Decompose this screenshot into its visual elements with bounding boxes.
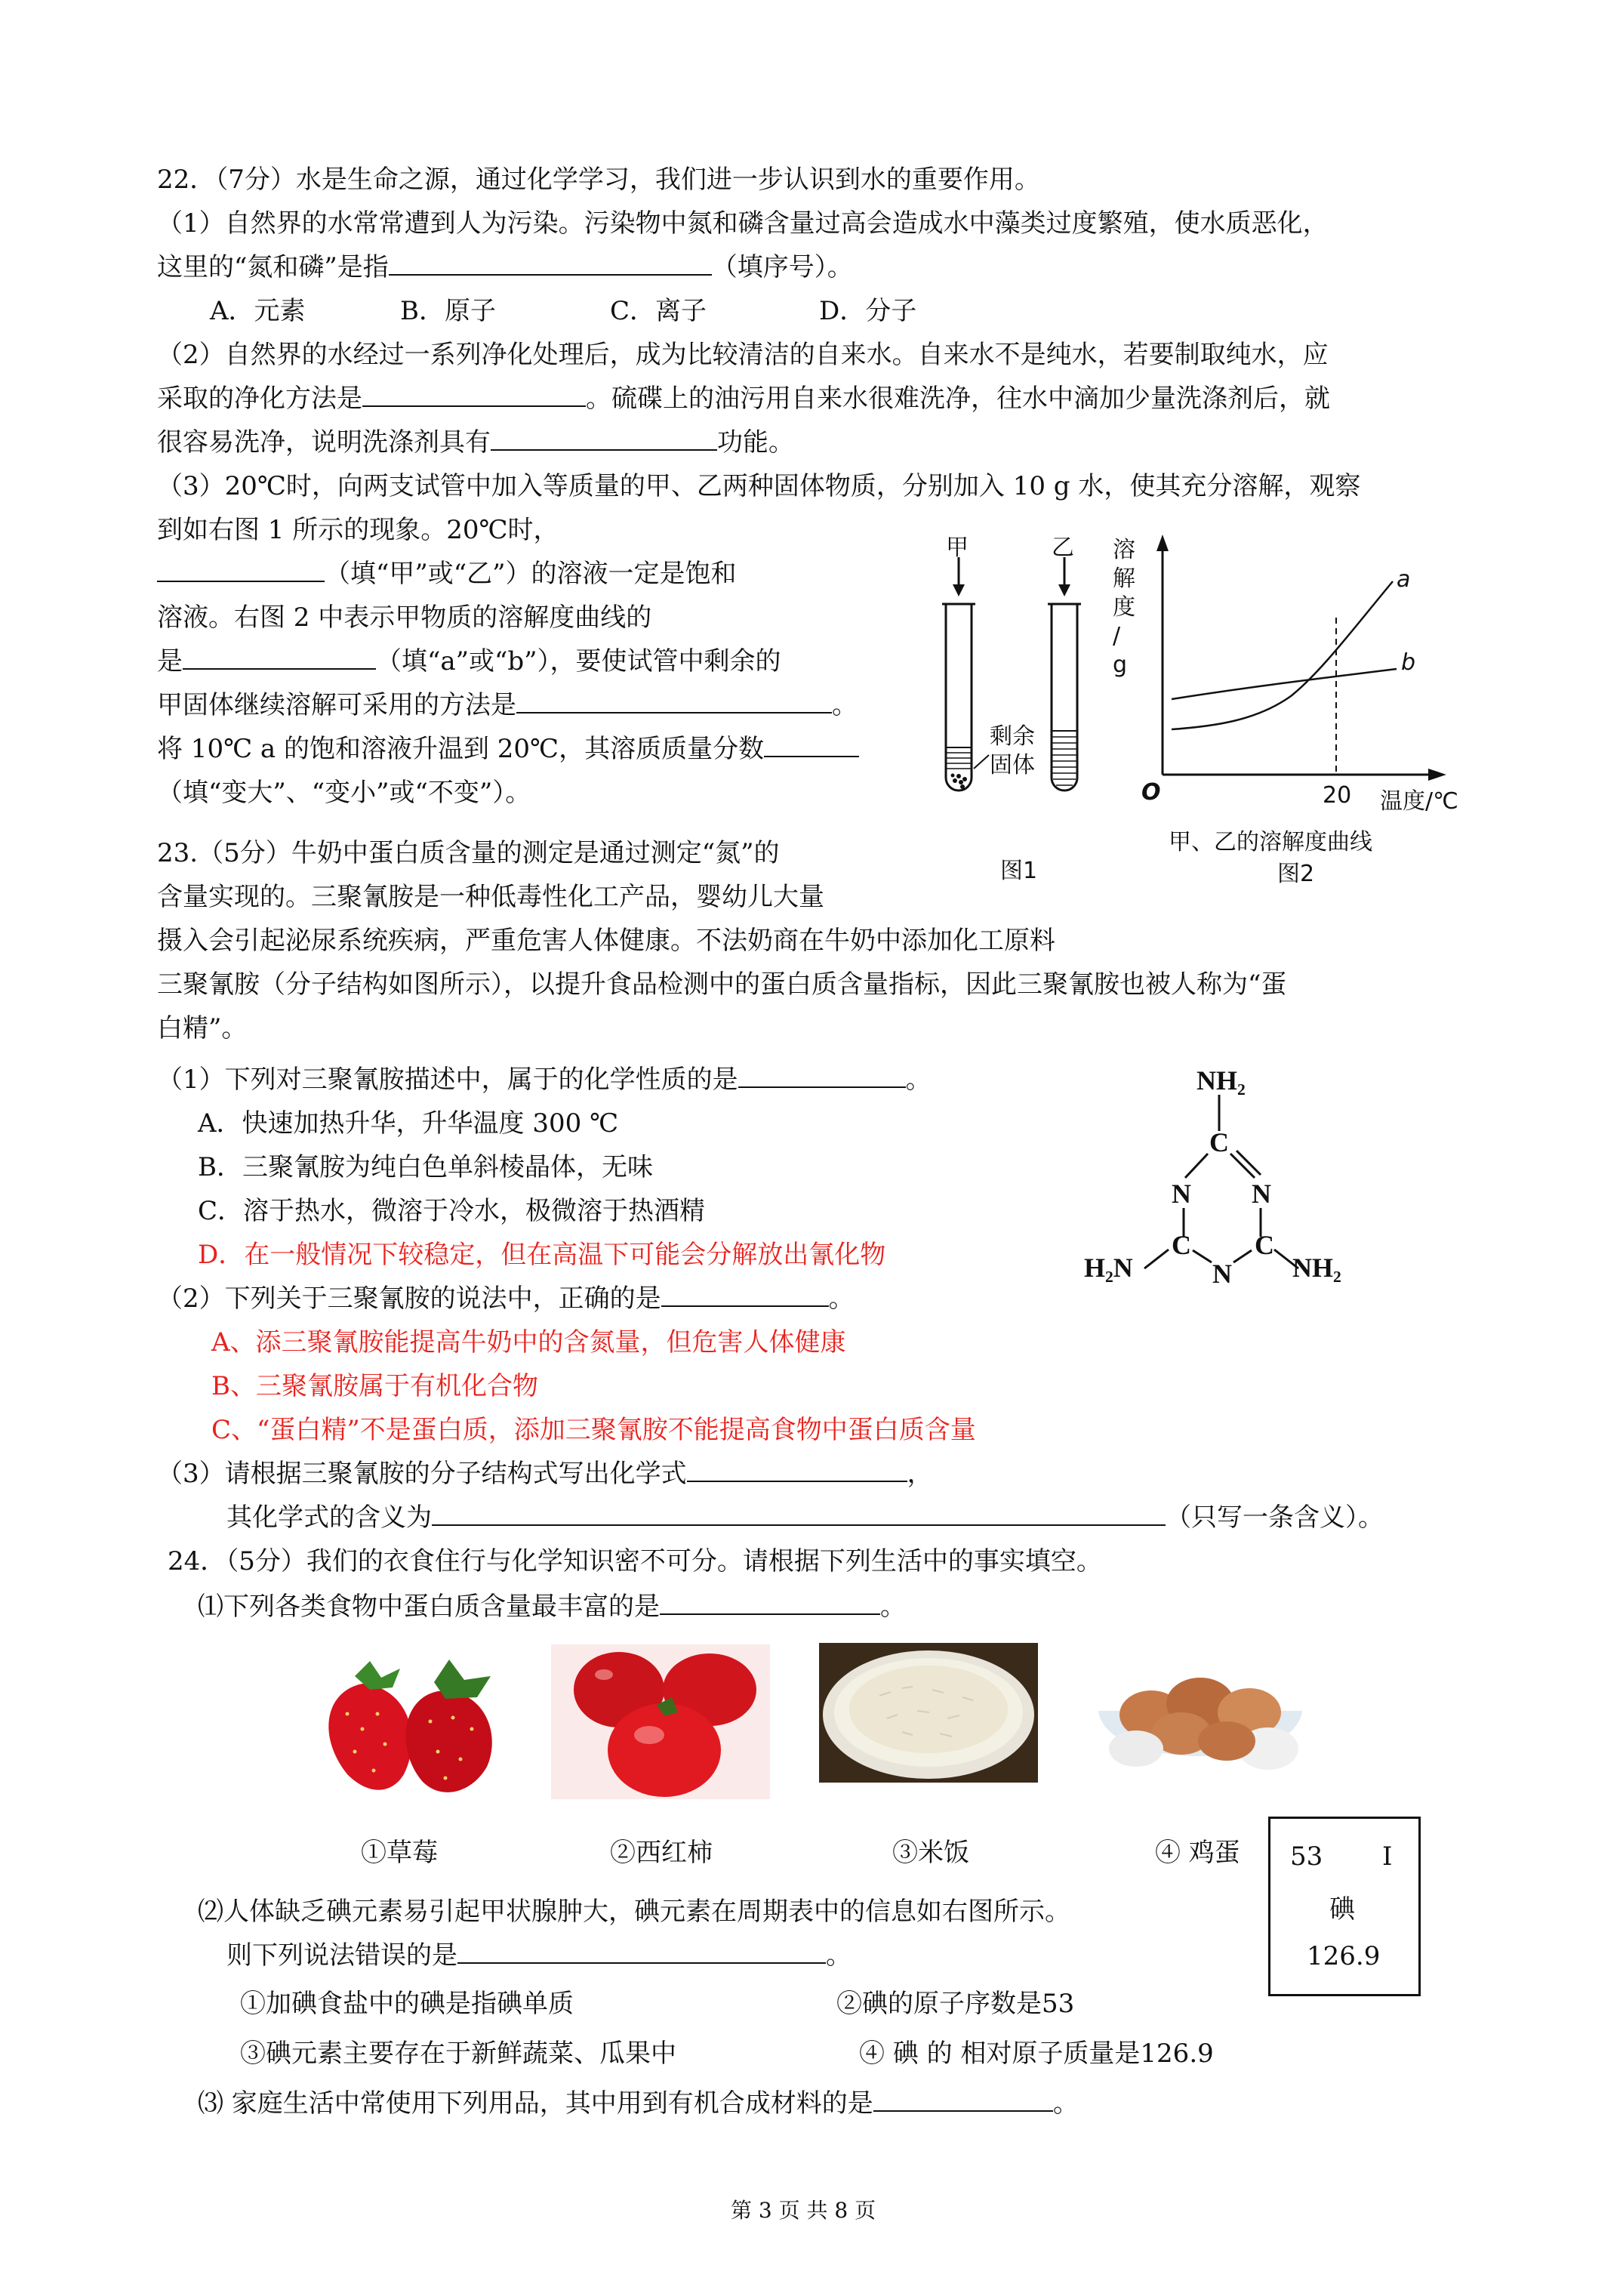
iodine-atomic-number: 53 — [1290, 1841, 1323, 1872]
q22-answer-blank-1[interactable] — [389, 251, 712, 276]
food-label-rice: ③米饭 — [892, 1838, 969, 1868]
q22-p3-line4: 溶液。右图 2 中表示甲物质的溶解度曲线的 — [157, 603, 652, 633]
y-axis-label — [1113, 536, 1135, 680]
q24-s2-option-2: ②碘的原子序数是53 — [836, 1989, 1075, 2019]
q23-answer-blank-1[interactable] — [738, 1064, 906, 1088]
strawberry-drawing — [310, 1646, 521, 1797]
tomato-image — [551, 1644, 770, 1799]
q23-s1-option-a: A．快速加热升华，升华温度 300 ℃ — [198, 1108, 619, 1139]
q22-p1-line2 — [157, 251, 853, 284]
q22-p2-text: 采取的净化方法是 — [157, 384, 362, 414]
q22-p3-text-6a: 甲固体继续溶解可采用的方法是 — [157, 690, 516, 720]
q22-p3-text-7: 将 10℃ a 的饱和溶液升温到 20℃，其溶质质量分数 — [157, 734, 765, 764]
residue-label-1: 剩余 — [990, 723, 1035, 750]
q23-title: 23.（5分）牛奶中蛋白质含量的测定是通过测定“氮”的 — [157, 838, 780, 868]
q22-p2-line1: （2）自然界的水经过一系列净化处理后，成为比较清洁的自来水。自来水不是纯水，若要制取纯水，应 — [157, 340, 1329, 370]
melamine-structure — [1072, 1057, 1389, 1306]
chart-title: 甲、乙的溶解度曲线 — [1169, 829, 1372, 855]
q23-answer-blank-4[interactable] — [432, 1502, 1166, 1526]
q23-s2-text: （2）下列关于三聚氰胺的说法中，正确的是 — [157, 1284, 661, 1314]
q23-answer-blank-2[interactable] — [661, 1283, 829, 1307]
melamine-nh2-top: NH₂ — [1196, 1065, 1246, 1096]
iodine-atomic-mass: 126.9 — [1307, 1941, 1381, 1971]
q22-answer-blank-7[interactable] — [764, 733, 859, 757]
figure-1-caption: 图1 — [1000, 858, 1038, 884]
y-axis-char-5: g — [1113, 652, 1128, 678]
q22-answer-blank-3[interactable] — [491, 427, 717, 451]
q22-p3-line2: 到如右图 1 所示的现象。20℃时， — [157, 515, 559, 545]
egg-drawing — [1091, 1643, 1310, 1783]
q23-s2 — [157, 1282, 855, 1315]
q24-s2: ⑵人体缺乏碘元素易引起甲状腺肿大，碘元素在周期表中的信息如右图所示。 — [198, 1897, 1070, 1927]
tube-label-yi: 乙 — [1052, 535, 1074, 561]
q23-s3-text: （3）请根据三聚氰胺的分子结构式写出化学式 — [157, 1459, 687, 1489]
q23-s3-end: ， — [907, 1459, 933, 1489]
q23-s3-text-2: 其化学式的含义为 — [226, 1502, 432, 1533]
curve-b-label: b — [1401, 649, 1416, 676]
q23-s3-line2 — [226, 1501, 1384, 1534]
melamine-n-left: N — [1172, 1179, 1191, 1209]
iodine-name: 碘 — [1329, 1894, 1355, 1925]
q23-s1 — [157, 1063, 932, 1096]
q24-s1-text: ⑴下列各类食物中蛋白质含量最丰富的是 — [198, 1592, 660, 1622]
residue-label-2: 固体 — [990, 752, 1035, 778]
rice-drawing — [819, 1643, 1038, 1783]
q22-answer-blank-2[interactable] — [362, 383, 586, 407]
food-label-strawberry: ①草莓 — [361, 1838, 438, 1868]
q24-answer-blank-1[interactable] — [660, 1591, 880, 1615]
q22-p1-text: 这里的“氮和磷”是指 — [157, 252, 389, 282]
q23-s1-option-c: C．溶于热水，微溶于冷水，极微溶于热酒精 — [198, 1196, 706, 1226]
q24-s1 — [198, 1590, 906, 1623]
q23-s1-option-d: D．在一般情况下较稳定，但在高温下可能会分解放出氰化物 — [198, 1240, 886, 1270]
q22-answer-blank-4[interactable] — [157, 558, 325, 582]
q22-answer-blank-5[interactable] — [183, 646, 376, 670]
q22-title: 22．（7分）水是生命之源，通过化学学习，我们进一步认识到水的重要作用。 — [157, 165, 1040, 195]
q22-p3-line6 — [157, 689, 858, 722]
q23-s2-option-c: C、“蛋白精”不是蛋白质，添加三聚氰胺不能提高食物中蛋白质含量 — [211, 1415, 976, 1445]
food-label-tomato: ②西红柿 — [610, 1838, 713, 1868]
q24-answer-blank-2[interactable] — [457, 1940, 826, 1964]
page-number: 第 3 页 共 8 页 — [731, 2198, 876, 2223]
q22-p3-text-6b: 。 — [832, 690, 858, 720]
melamine-nh2-right: NH₂ — [1292, 1253, 1341, 1283]
q24-s2-text: 则下列说法错误的是 — [226, 1940, 457, 1971]
q23-answer-blank-3[interactable] — [687, 1458, 907, 1482]
q24-title: 24．（5分）我们的衣食住行与化学知识密不可分。请根据下列生活中的事实填空。 — [168, 1546, 1102, 1576]
q22-p1-line1: （1）自然界的水常常遭到人为污染。污染物中氮和磷含量过高会造成水中藻类过度繁殖，使水质恶化， — [157, 208, 1329, 239]
origin-label: O — [1141, 779, 1161, 806]
q24-s2-option-3: ③碘元素主要存在于新鲜蔬菜、瓜果中 — [240, 2039, 676, 2069]
figure-2-caption: 图2 — [1277, 861, 1315, 887]
tube-label-jia: 甲 — [946, 535, 969, 561]
iodine-symbol: I — [1382, 1841, 1393, 1872]
y-axis-char-1: 溶 — [1113, 537, 1135, 563]
q22-p3-line3 — [157, 557, 737, 590]
q22-answer-blank-6[interactable] — [516, 689, 832, 713]
y-axis-char-2: 解 — [1113, 566, 1135, 592]
q23-s2-option-a: A、添三聚氰胺能提高牛奶中的含氮量，但危害人体健康 — [211, 1327, 846, 1358]
q24-s2-option-4: ④ 碘 的 相对原子质量是126.9 — [859, 2039, 1214, 2069]
melamine-c-left: C — [1172, 1230, 1191, 1260]
q22-option-c: C．离子 — [610, 296, 707, 326]
q22-p2-line3 — [157, 426, 794, 459]
q24-s2-end: 。 — [826, 1940, 852, 1971]
q24-answer-blank-3[interactable] — [873, 2088, 1053, 2112]
egg-image — [1091, 1643, 1310, 1783]
q23-s1-option-b: B．三聚氰胺为纯白色单斜棱晶体，无味 — [198, 1152, 653, 1182]
q23-line5: 白精”。 — [157, 1013, 248, 1043]
q23-s3-end-2: （只写一条含义）。 — [1166, 1502, 1384, 1533]
melamine-c-top: C — [1209, 1127, 1229, 1157]
q22-option-a: A．元素 — [210, 296, 306, 326]
q22-p3-line7 — [157, 732, 859, 766]
q24-s3-text: ⑶ 家庭生活中常使用下列用品，其中用到有机合成材料的是 — [198, 2088, 873, 2119]
q22-p3-line8: （填“变大”、“变小”或“不变”）。 — [157, 778, 531, 808]
y-axis-char-3: 度 — [1113, 594, 1135, 621]
melamine-n-bottom: N — [1212, 1259, 1232, 1289]
q22-option-d: D．分子 — [819, 296, 917, 326]
x-axis-label: 温度/℃ — [1380, 788, 1458, 815]
melamine-c-right: C — [1255, 1230, 1274, 1260]
q23-s3 — [157, 1457, 933, 1490]
q23-line3: 摄入会引起泌尿系统疾病，严重危害人体健康。不法奶商在牛奶中添加化工原料 — [157, 926, 1055, 956]
y-axis-char-4: / — [1113, 623, 1121, 649]
figure-2-solubility-chart — [1102, 521, 1495, 906]
q24-s3-end: 。 — [1052, 2088, 1079, 2119]
melamine-h2n-left: H₂N — [1084, 1253, 1133, 1283]
melamine-n-right: N — [1252, 1179, 1271, 1209]
strawberry-image — [310, 1646, 521, 1797]
iodine-element-card — [1268, 1817, 1421, 1996]
q24-s1-end: 。 — [880, 1592, 906, 1622]
q24-s3 — [198, 2087, 1079, 2120]
q23-line4: 三聚氰胺（分子结构如图所示），以提升食品检测中的蛋白质含量指标，因此三聚氰胺也被人称为“蛋 — [157, 969, 1287, 1000]
q22-p2-line2 — [157, 382, 1330, 415]
q22-p3-text-5b: （填“a”或“b”），要使试管中剩余的 — [376, 646, 781, 676]
q24-s2-option-1: ①加碘食盐中的碘是指碘单质 — [240, 1989, 574, 2019]
tomato-drawing — [551, 1644, 770, 1799]
curve-a-label: a — [1397, 566, 1411, 593]
figure-1-test-tubes — [917, 529, 1113, 906]
q22-p2-suffix: 功能。 — [717, 427, 794, 458]
rice-image — [819, 1643, 1038, 1783]
q23-line2: 含量实现的。三聚氰胺是一种低毒性化工产品，婴幼儿大量 — [157, 882, 824, 912]
q22-p3-line5 — [157, 645, 781, 678]
q23-s2-end: 。 — [828, 1284, 855, 1314]
q24-s2-line2 — [226, 1939, 852, 1972]
q22-p3-line1: （3）20℃时，向两支试管中加入等质量的甲、乙两种固体物质，分别加入 10 g 水，使其充分溶解，观察 — [157, 471, 1361, 501]
q22-option-b: B．原子 — [400, 296, 496, 326]
q22-p3-text-3: （填“甲”或“乙”）的溶液一定是饱和 — [325, 559, 737, 589]
q22-p3-text-5a: 是 — [157, 646, 183, 676]
food-label-egg: ④ 鸡蛋 — [1155, 1838, 1240, 1868]
q22-p2-text-3: 很容易洗净，说明洗涤剂具有 — [157, 427, 491, 458]
q23-s1-end: 。 — [905, 1065, 932, 1095]
q23-s2-option-b: B、三聚氰胺属于有机化合物 — [211, 1371, 538, 1401]
q22-p2-text-2: 。硫碟上的油污用自来水很难洗净，往水中滴加少量洗涤剂后，就 — [586, 384, 1330, 414]
x-tick-20: 20 — [1323, 782, 1352, 809]
q23-s1-text: （1）下列对三聚氰胺描述中，属于的化学性质的是 — [157, 1065, 738, 1095]
q22-p1-suffix: （填序号）。 — [711, 252, 853, 282]
